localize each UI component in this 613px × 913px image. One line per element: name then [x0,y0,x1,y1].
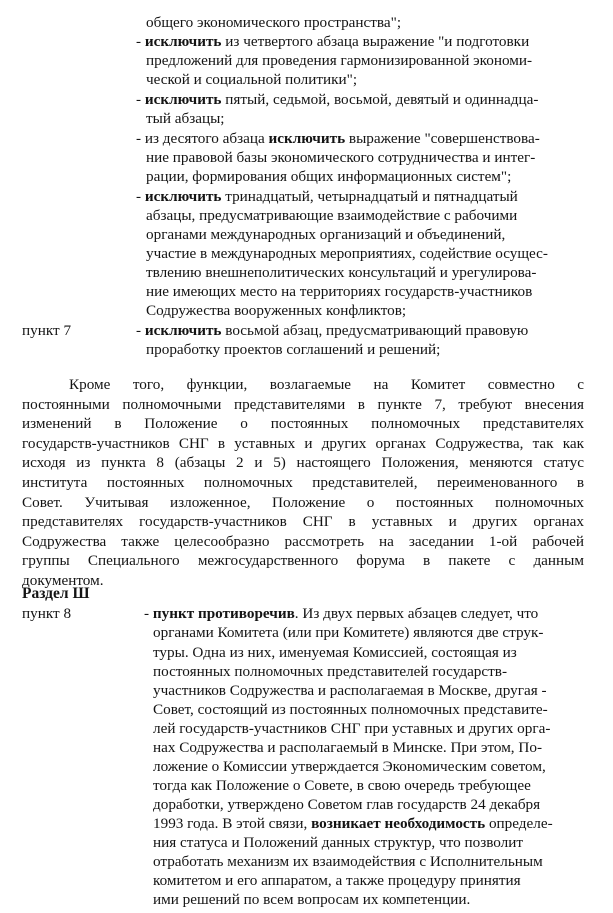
list-item-line: нах Содружества и располагаемый в Минске. При этом, По- [153,739,543,756]
dash: - [136,188,142,205]
emphasis: исключить [144,33,222,50]
list-item-line [136,90,538,109]
text: пятый, седьмой, восьмой, девятый и одиннадца- [221,91,539,108]
punkt-label: пункт 7 [22,322,72,339]
list-item-line [136,32,529,51]
list-item-line: отработать механизм их взаимодействия с Исполнительным [153,853,543,870]
list-item-line: ние правовой базы экономического сотрудничества и интег- [146,149,536,166]
list-item-line: постоянных полномочных представителей государств- [153,663,508,680]
text: определе- [485,815,553,832]
text: из десятого абзаца [144,130,269,147]
paragraph-line: исходя из пункта 8 (абзацы 2 и 5) настоящего Положения, меняются статус [22,454,584,472]
paragraph-line: Содружества также целесообразно рассмотреть на заседании 1-ой рабочей [22,532,584,550]
paragraph-line: Совет. Учитывая изложенное, Положение о постоянных полномочных [22,493,584,511]
list-item-line [136,129,540,148]
list-item-line: Совет, состоящий из постоянных полномочных представите- [153,701,548,718]
list-item-line: тый абзацы; [146,110,225,127]
paragraph-line: государств-участников СНГ в уставных и других органах Содружества, так как [22,434,584,452]
list-item-line: абзацы, предусматривающие взаимодействие с рабочими [146,207,518,224]
list-item-line: участие в международных мероприятиях, содействие осущес- [146,245,548,262]
list-item-line: проработку проектов соглашений и решений; [146,341,441,358]
list-item-line [136,187,518,206]
list-item-line: туры. Одна из них, именуемая Комиссией, состоящая из [153,644,517,661]
punkt-label: пункт 8 [22,605,72,622]
list-item-line [153,814,553,833]
list-item-line [144,604,538,623]
dash: - [144,605,150,622]
emphasis: исключить [144,322,222,339]
paragraph-line: изменений в Положение о постоянных полномочных представителях [22,415,584,433]
list-item-line: ложение о Комиссии утверждается Экономическим советом, [153,758,546,775]
text: из четвертого абзаца выражение "и подготовки [221,33,530,50]
list-item-line: Содружества вооруженных конфликтов; [146,302,407,319]
paragraph-line: постоянными полномочными представителями в пункте 7, требуют внесения [22,395,584,413]
list-item-line: предложений для проведения гармонизированной экономи- [146,52,533,69]
list-item-line: доработки, утверждено Советом глав государств 24 декабря [153,796,541,813]
list-item-line: лей государств-участников СНГ при уставных и других орга- [153,720,551,737]
text: восьмой абзац, предусматривающий правовую [221,322,529,339]
dash: - [136,130,142,147]
paragraph-line: Кроме того, функции, возлагаемые на Комитет совместно с [69,376,584,393]
dash: - [136,322,142,339]
list-item-line: ния статуса и Положений данных структур, что позволит [153,834,523,851]
text: . Из двух первых абзацев следует, что [294,605,539,622]
text: тринадцатый, четырнадцатый и пятнадцатый [221,188,518,205]
body-paragraph [22,375,584,591]
list-item-line: комитетом и его аппаратом, а также процедуру принятия [153,872,521,889]
list-item-line: рации, формирования общих информационных систем"; [146,168,512,185]
list-item-line: ческой и социальной политики"; [146,71,358,88]
emphasis: исключить [144,91,222,108]
list-item-line: ими решений по всем вопросам их компетенции. [153,891,471,908]
text: выражение "совершенствова- [345,130,540,147]
paragraph-line: представителях государств-участников СНГ в уставных и других органах [22,513,584,531]
list-item-line: участников Содружества и располагаемая в Москве, другая - [153,682,547,699]
emphasis: пункт противоречив [152,605,295,622]
paragraph-line: группы Специального межгосударственного форума в пакете с данным [22,552,584,570]
list-item-line: органами международных организаций и объединений, [146,226,506,243]
paragraph-line: института постоянных полномочных представителей, переименованного в [22,473,584,491]
text: 1993 года. В этой связи, [153,815,312,832]
list-item-line: тогда как Положение о Совете, в свою очередь требующее [153,777,531,794]
dash: - [136,33,142,50]
emphasis: исключить [144,188,222,205]
section-heading: Раздел Ш [22,585,90,602]
list-item-line [136,321,528,340]
paragraph-line: документом. [22,571,104,589]
list-item-line: твлению внешнеполитических консультаций и урегулирова- [146,264,537,281]
list-item-line: органами Комитета (или при Комитете) являются две струк- [153,624,544,641]
continuation-line: общего экономического пространства"; [146,14,402,31]
dash: - [136,91,142,108]
emphasis: исключить [268,130,346,147]
emphasis: возникает необходимость [311,815,486,832]
list-item-line: ние имеющих место на территориях государств-участников [146,283,533,300]
